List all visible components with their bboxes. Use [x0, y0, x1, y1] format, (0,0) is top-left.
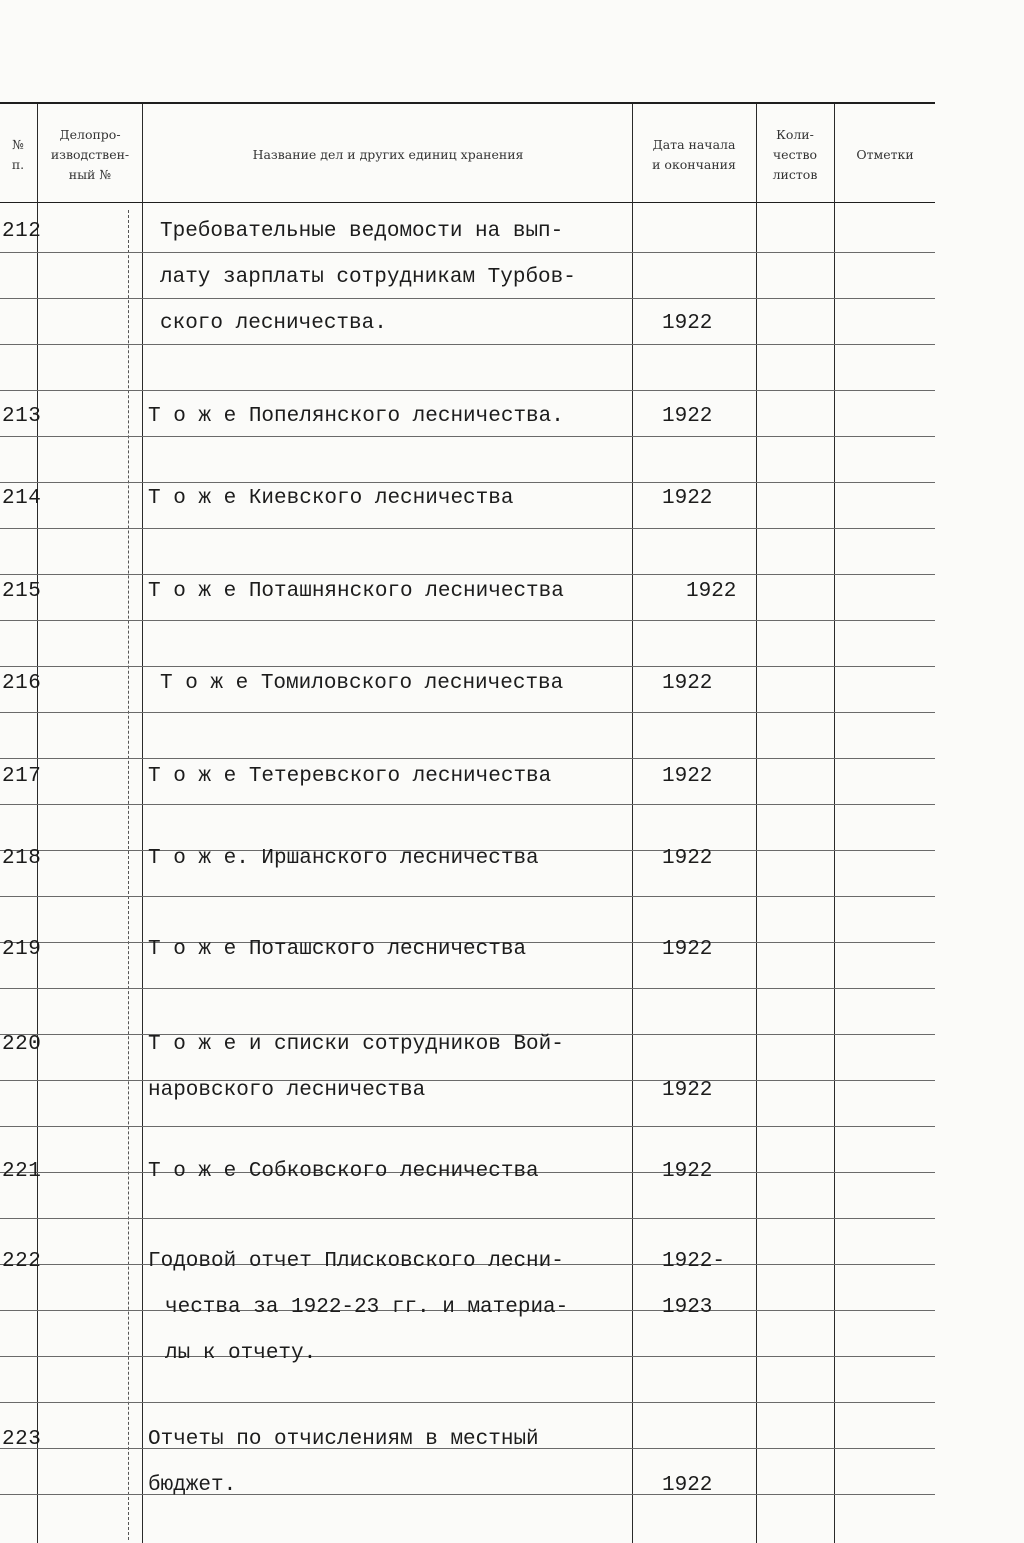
entry-number: 217 [2, 765, 42, 788]
header-no: № п. [11, 137, 25, 172]
entry-title-line: Т о ж е Киевского лесничества [148, 487, 514, 510]
entry-number: 218 [2, 847, 42, 870]
entry-date: 1922 [662, 405, 713, 428]
ruled-line [0, 804, 935, 805]
entry-date: 1922 [686, 580, 737, 603]
col-divider-1b [128, 210, 129, 1540]
ruled-line [0, 252, 935, 253]
ruled-line [0, 1080, 935, 1081]
entry-title-line: Т о ж е Томиловского лесничества [160, 672, 564, 695]
entry-title-line: Отчеты по отчислениям в местный [148, 1428, 539, 1451]
col-divider-4 [756, 104, 757, 1543]
col-divider-3 [632, 104, 633, 1543]
entry-title-line: Требовательные ведомости на вып- [160, 220, 564, 243]
ruled-line [0, 666, 935, 667]
entry-number: 215 [2, 580, 42, 603]
entry-number: 222 [2, 1250, 42, 1273]
ruled-line [0, 896, 935, 897]
entry-title-line: Т о ж е Тетеревского лесничества [148, 765, 552, 788]
entry-date: 1922 [662, 1160, 713, 1183]
ruled-line [0, 712, 935, 713]
entry-number: 223 [2, 1428, 42, 1451]
col-divider-5 [834, 104, 835, 1543]
entry-number: 221 [2, 1160, 42, 1183]
entry-date: 1922- [662, 1250, 726, 1273]
entry-title-line: лату зарплаты сотрудникам Турбов- [160, 266, 576, 289]
entry-date: 1922 [662, 1079, 713, 1102]
entry-date: 1922 [662, 765, 713, 788]
ruled-line [0, 1402, 935, 1403]
entry-title-line: Т о ж е. Иршанского лесничества [148, 847, 539, 870]
entry-number: 216 [2, 672, 42, 695]
entry-title-line: бюджет. [148, 1474, 237, 1497]
entry-title-line: Т о ж е Попелянского лесничества. [148, 405, 564, 428]
entry-number: 212 [2, 220, 42, 243]
entry-date: 1922 [662, 847, 713, 870]
ruled-line [0, 1218, 935, 1219]
header-sheets: Коли- чество листов [772, 127, 818, 182]
col-divider-2 [142, 104, 143, 1543]
entry-number: 214 [2, 487, 42, 510]
entry-number: 220 [2, 1033, 42, 1056]
entry-date: 1922 [662, 312, 713, 335]
entry-title-line: Т о ж е и списки сотрудников Вой- [148, 1033, 564, 1056]
ruled-line [0, 344, 935, 345]
entry-date: 1922 [662, 672, 713, 695]
ruled-line [0, 482, 935, 483]
entry-date: 1922 [662, 938, 713, 961]
entry-date: 1922 [662, 487, 713, 510]
entry-title-line: ского лесничества. [160, 312, 387, 335]
ruled-line [0, 1494, 935, 1495]
ruled-line [0, 620, 935, 621]
header-bottom-rule [0, 202, 935, 203]
entry-title-line: наровского лесничества [148, 1079, 426, 1102]
ruled-line [0, 298, 935, 299]
ruled-line [0, 574, 935, 575]
ruled-line [0, 390, 935, 391]
ruled-line [0, 988, 935, 989]
entry-title-line: Годовой отчет Плисковского лесни- [148, 1250, 564, 1273]
ruled-line [0, 436, 935, 437]
entry-title-line: Т о ж е Собковского лесничества [148, 1160, 539, 1183]
entry-title-line: лы к отчету. [165, 1342, 317, 1365]
entry-title-line: Т о ж е Поташского лесничества [148, 938, 527, 961]
header-title: Название дел и других единиц хранения [252, 147, 524, 162]
ruled-line [0, 1356, 935, 1357]
entry-number: 213 [2, 405, 42, 428]
entry-title-line: чества за 1922-23 гг. и материа- [165, 1296, 569, 1319]
entry-number: 219 [2, 938, 42, 961]
ruled-line [0, 528, 935, 529]
ruled-line [0, 758, 935, 759]
ruled-line [0, 1126, 935, 1127]
entry-date: 1922 [662, 1474, 713, 1497]
table-top-rule [0, 102, 935, 104]
col-divider-1 [37, 104, 38, 1543]
entry-date: 1923 [662, 1296, 713, 1319]
entry-title-line: Т о ж е Поташнянского лесничества [148, 580, 564, 603]
header-dates: Дата начала и окончания [652, 137, 736, 172]
header-notes: Отметки [856, 147, 914, 162]
header-office-no: Делопро- изводствен- ный № [50, 127, 130, 182]
